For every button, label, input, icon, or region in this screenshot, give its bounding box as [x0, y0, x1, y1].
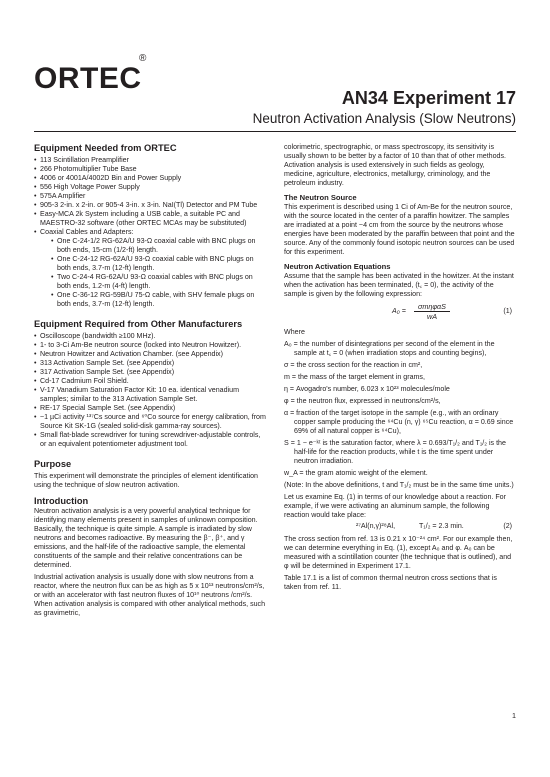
ortec-equipment-list — [34, 156, 268, 309]
equation-denominator: wA — [427, 312, 437, 321]
definition-list — [284, 340, 516, 478]
registered-mark: ® — [139, 53, 147, 64]
table-reference-text: Table 17.1 is a list of common thermal neutron cross sections that is taken from ref. 11. — [284, 574, 497, 591]
equation-number: (2) — [503, 522, 512, 530]
document-subtitle: Neutron Activation Analysis (Slow Neutrons) — [252, 111, 516, 126]
document-title: AN34 Experiment 17 — [341, 88, 516, 108]
introduction-paragraph-2: Industrial activation analysis is usually done with slow neutrons from a reactor, where the neutron flux can be as high as 5 x 10¹³ neutrons/cm²/s, or with an accelerator with fast neutron fluxes of 10¹⁰ neutrons /cm²/s. When activation analysis is compared with other analytical methods, such as gravimetric, — [34, 573, 266, 617]
cross-section-text: The cross section from ref. 13 is 0.21 x 10⁻²⁴ cm². For our example then, we can determine everything in Eq. (1), except A₀ and φ. A₀ can be measured with a scintillation counter (the technique that is outlined), and φ will be determined in Experiment 17.1. — [284, 535, 513, 570]
neutron-source-text: This experiment is described using 1 Ci of Am-Be for the neutron source, with the source located in the center of a paraffin howitzer. The samples are irradiated at a point ~4 cm from the source by the neutrons whose energies have been moderated by the paraffin between that point and the source. Any of the commonly found isotopic neutron sources can be used for this experiment. — [284, 203, 515, 256]
continued-text: colorimetric, spectrographic, or mass spectroscopy, its sensitivity is usually shown to be better by a factor of 10 than that of other methods. Activation analysis is used extensively in such fields as geology, medicine, agriculture, electronics, metallurgy, criminology, and the petroleum industry. — [284, 143, 507, 187]
list-item: • 266 Photomultiplier Tube Base — [34, 165, 268, 174]
page-number: 1 — [512, 711, 516, 720]
list-item: • Two C-24-4 RG-62A/U 93-Ω coaxial cables with BNC plugs on both ends, 1.2-m (4-ft) length. — [40, 273, 268, 291]
reaction-half-life: T₁/₂ = 2.3 min. — [419, 522, 464, 530]
list-item: • Neutron Howitzer and Activation Chamber. (see Appendix) — [34, 350, 268, 359]
list-item: • One C-36-12 RG-59B/U 75-Ω cable, with SHV female plugs on both ends, 3.7-m (12-ft) length. — [40, 291, 268, 309]
list-item: • RE-17 Special Sample Set. (see Appendix) — [34, 404, 268, 413]
list-item: • ~1 µCi activity ¹³⁷Cs source and ⁶⁰Co source for energy calibration, from Source Kit SK-1G (sealed solid-disk gamma-ray sources). — [34, 413, 268, 431]
list-item: • 317 Activation Sample Set. (see Appendix) — [34, 368, 268, 377]
list-item: • 575A Amplifier — [34, 192, 268, 201]
equation-fraction — [414, 302, 450, 321]
where-label: Where — [284, 328, 305, 336]
list-item: • One C-24-12 RG-62A/U 93-Ω coaxial cable with BNC plugs on both ends, 3.7-m (12-ft) length. — [40, 255, 268, 273]
reaction-formula: ²⁷Al(n,γ)²⁸Al, — [356, 522, 396, 530]
purpose-heading: Purpose — [34, 459, 72, 469]
logo-text: ORTEC — [34, 62, 142, 95]
cable-list — [40, 237, 268, 309]
introduction-paragraph-1: Neutron activation analysis is a very powerful analytical technique for identifying many elements present in samples of unknown composition. Basically, the technique is quite simple. A sample is irradiated by slow neutrons and becomes radioactive. By measuring the β⁻, β⁺, and γ emissions, and the half-life of the radioactive sample, the elemental constituents of the sample and their relative concentrations can be determined. — [34, 507, 258, 569]
right-column — [284, 143, 516, 592]
definition-item: η = Avogadro's number, 6.023 x 10²³ molecules/mole — [284, 385, 450, 393]
list-item: • 113 Scintillation Preamplifier — [34, 156, 268, 165]
list-item: • 905-3 2-in. x 2-in. or 905-4 3-in. x 3-in. NaI(Tl) Detector and PM Tube — [34, 201, 268, 210]
activation-equations-heading: Neutron Activation Equations — [284, 262, 391, 271]
list-item: • V-17 Vanadium Saturation Factor Kit: 10 ea. identical venadium samples; similar to the 313 Activation Sample Set. — [34, 386, 268, 404]
list-item: • Easy-MCA 2k System including a USB cable, a suitable PC and MAESTRO-32 software (other ORTEC MCAs may be substituted) — [34, 210, 268, 228]
ortec-equipment-heading: Equipment Needed from ORTEC — [34, 143, 177, 153]
list-item: • One C-24-1/2 RG-62A/U 93-Ω coaxial cable with BNC plugs on both ends, 15-cm (1/2-ft) length. — [40, 237, 268, 255]
purpose-text: This experiment will demonstrate the principles of element identification using the technique of slow neutron activation. — [34, 472, 258, 489]
definition-item: S = 1 − e⁻ᵏᵗ is the saturation factor, where λ = 0.693/T₁/₂ and T₁/₂ is the half-life for the reaction products, while t is the time spent under neutron irradiation. — [284, 439, 506, 465]
equation-1 — [284, 302, 516, 324]
list-item: • 313 Activation Sample Set. (see Appendix) — [34, 359, 268, 368]
other-equipment-heading: Equipment Required from Other Manufacturers — [34, 319, 243, 329]
header-rule — [34, 131, 516, 132]
list-item: • Small flat-blade screwdriver for tuning screwdriver-adjustable controls, or an equivalent potentiometer adjustment tool. — [34, 431, 268, 449]
ortec-logo — [34, 53, 147, 96]
definition-item: A₀ = the number of disintegrations per second of the element in the sample at t꜀ = 0 (when irradiation stops and counting begins), — [284, 340, 495, 357]
equation-2 — [284, 522, 516, 532]
equations-intro: Assume that the sample has been activated in the howitzer. At the instant when the activation has been terminated, (t꜀ = 0), the activity of the sample is given by the following expression: — [284, 272, 514, 298]
equation-numerator: σmηφαS — [414, 302, 450, 312]
list-item: • Oscilloscope (bandwidth ≥100 MHz). — [34, 332, 268, 341]
neutron-source-heading: The Neutron Source — [284, 193, 357, 202]
equation-lhs: A₀ = — [392, 307, 406, 315]
definition-item: φ = the neutron flux, expressed in neutrons/cm²/s, — [284, 397, 441, 405]
definition-item: σ = the cross section for the reaction in cm², — [284, 361, 423, 369]
cables-label: Coaxial Cables and Adapters: — [40, 228, 134, 236]
left-column — [34, 143, 268, 618]
list-item: • 4006 or 4001A/4002D Bin and Power Supply — [34, 174, 268, 183]
list-item: • 556 High Voltage Power Supply — [34, 183, 268, 192]
example-text: Let us examine Eq. (1) in terms of our knowledge about a reaction. For example, if we were activating an aluminum sample, the following reaction would take place: — [284, 493, 506, 519]
units-note: (Note: In the above definitions, t and T₁/₂ must be in the same time units.) — [284, 481, 514, 489]
list-item: • 1- to 3-Ci Am-Be neutron source (locked into Neutron Howitzer). — [34, 341, 268, 350]
list-item: • Cd-17 Cadmium Foil Shield. — [34, 377, 268, 386]
definition-item: w_A = the gram atomic weight of the element. — [284, 469, 428, 477]
introduction-heading: Introduction — [34, 496, 89, 506]
other-equipment-list — [34, 332, 268, 449]
definition-item: α = fraction of the target isotope in the sample (e.g., with an ordinary copper sample producing the ⁶⁴Cu (n, γ) ⁶⁵Cu reaction, α = 0.69 since 69% of all natural copper is ⁶⁴Cu), — [284, 409, 514, 435]
list-item-cables — [34, 228, 268, 309]
equation-number: (1) — [503, 307, 512, 315]
definition-item: m = the mass of the target element in grams, — [284, 373, 425, 381]
